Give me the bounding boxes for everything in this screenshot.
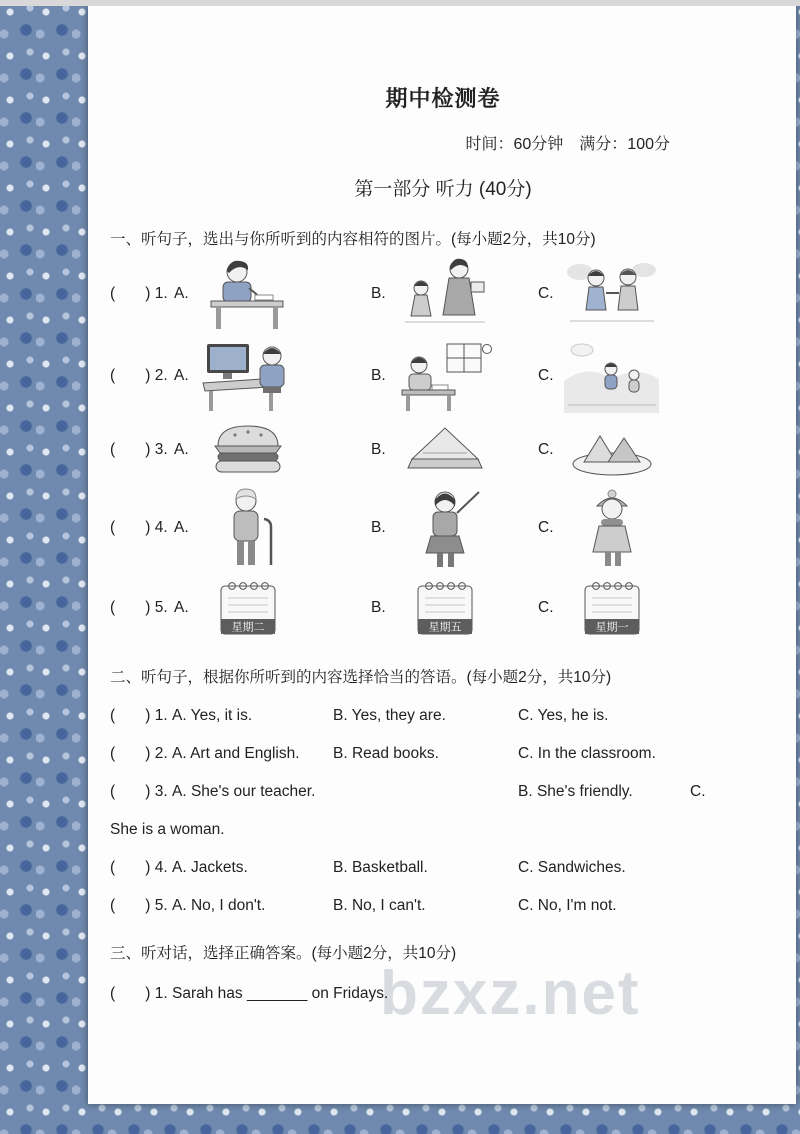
time-score-line: 时间：60分钟 满分：100分 — [465, 136, 670, 153]
option-label-c: C. — [538, 367, 554, 384]
response-q5-row — [110, 897, 776, 915]
option-label-b: B. — [371, 599, 386, 616]
picture-calendar-tuesday — [200, 577, 295, 639]
answer-blank: ( ) 1. — [110, 707, 168, 724]
calendar-illustration — [581, 577, 643, 639]
answer-blank-q3: ( ) 3. — [110, 441, 168, 458]
old-man-illustration — [216, 487, 280, 569]
picture-sandwiches-on-plate — [564, 421, 659, 479]
children-greeting-illustration — [564, 257, 659, 331]
answer-blank: ( ) 3. — [110, 783, 168, 800]
calendar-illustration — [217, 577, 279, 639]
picture-boy-using-computer — [200, 339, 295, 413]
picture-children-outside — [564, 339, 659, 413]
response-q1-row — [110, 707, 776, 725]
listening-q4-row — [110, 487, 776, 569]
option-a: A. She's our teacher. — [172, 783, 316, 800]
response-q3-continuation-row — [110, 821, 776, 839]
picture-two-children-greeting — [564, 257, 659, 331]
option-label-a: A. — [174, 367, 189, 384]
answer-blank-q4: ( ) 4. — [110, 519, 168, 536]
picture-calendar-friday — [397, 577, 492, 639]
section2-header: 二、听句子，根据你所听到的内容选择恰当的答语。(每小题2分，共10分) — [110, 669, 612, 686]
option-label-a: A. — [174, 519, 189, 536]
section1-header: 一、听句子，选出与你所听到的内容相符的图片。(每小题2分，共10分) — [110, 231, 596, 248]
winter-girl-illustration — [580, 487, 644, 569]
response-q4-row — [110, 859, 776, 877]
option-b: B. Basketball. — [333, 859, 428, 876]
boy-computer-illustration — [200, 339, 295, 413]
children-outside-illustration — [564, 339, 659, 413]
option-b: B. She's friendly. — [518, 783, 633, 800]
top-gray-strip — [0, 0, 800, 6]
option-label-a: A. — [174, 441, 189, 458]
option-a: A. Jackets. — [172, 859, 248, 876]
answer-blank: ( ) 5. — [110, 897, 168, 914]
option-c: C. In the classroom. — [518, 745, 656, 762]
teacher-with-girl-illustration — [397, 257, 492, 331]
calendar-illustration — [414, 577, 476, 639]
calendar-day-label: 星期二 — [231, 621, 264, 634]
part1-title: 第一部分 听力 (40分) — [354, 179, 532, 200]
option-label-c: C. — [538, 441, 554, 458]
hamburger-illustration — [202, 421, 294, 479]
picture-boy-writing-at-desk — [200, 257, 295, 331]
boy-writing-illustration — [200, 257, 295, 331]
option-label-c: C. — [538, 599, 554, 616]
exam-paper-page — [88, 6, 796, 1104]
sandwich-illustration — [399, 421, 491, 479]
answer-blank: ( ) 4. — [110, 859, 168, 876]
response-q3-row — [110, 783, 776, 801]
option-a: A. Yes, it is. — [172, 707, 253, 724]
option-label-c: C. — [538, 285, 554, 302]
picture-girl-by-window — [397, 339, 492, 413]
option-label-b: B. — [371, 441, 386, 458]
plate-sandwiches-illustration — [566, 421, 658, 479]
option-c: C. No, I'm not. — [518, 897, 617, 914]
option-c: C. Yes, he is. — [518, 707, 609, 724]
listening-q1-row — [110, 257, 776, 331]
section3-header: 三、听对话，选择正确答案。(每小题2分，共10分) — [110, 945, 457, 962]
answer-blank-q2: ( ) 2. — [110, 367, 168, 384]
option-a: A. No, I don't. — [172, 897, 266, 914]
girl-window-illustration — [397, 339, 492, 413]
option-label-b: B. — [371, 367, 386, 384]
calendar-day-label: 星期一 — [595, 621, 628, 634]
option-c: C. Sandwiches. — [518, 859, 626, 876]
option-label-b: B. — [371, 285, 386, 302]
option-label-c: C. — [538, 519, 554, 536]
answer-blank: ( ) 2. — [110, 745, 168, 762]
option-label-a: A. — [174, 599, 189, 616]
option-b: B. Yes, they are. — [333, 707, 446, 724]
response-q2-row — [110, 745, 776, 763]
answer-blank-q5: ( ) 5. — [110, 599, 168, 616]
picture-sandwich — [397, 421, 492, 479]
option-label-b: B. — [371, 519, 386, 536]
option-b: B. No, I can't. — [333, 897, 426, 914]
option-a: A. Art and English. — [172, 745, 300, 762]
listening-q3-row — [110, 421, 776, 479]
option-c-continuation: She is a woman. — [110, 821, 225, 838]
watermark: bzxz.net — [380, 959, 641, 1028]
picture-teacher-with-pointer — [397, 487, 492, 569]
listening-q5-row — [110, 577, 776, 639]
picture-teacher-reading-with-girl — [397, 257, 492, 331]
option-label-a: A. — [174, 285, 189, 302]
picture-calendar-monday — [564, 577, 659, 639]
page-title: 期中检测卷 — [385, 86, 501, 111]
teacher-pointer-illustration — [407, 487, 483, 569]
picture-old-man-with-cane — [200, 487, 295, 569]
answer-blank-q1: ( ) 1. — [110, 285, 168, 302]
calendar-day-label: 星期五 — [428, 621, 461, 634]
option-b: B. Read books. — [333, 745, 439, 762]
listening-q2-row — [110, 339, 776, 413]
option-c: C. — [690, 783, 706, 800]
picture-girl-winter-clothes — [564, 487, 659, 569]
picture-hamburger — [200, 421, 295, 479]
dialogue-question-1: ( ) 1. Sarah has _______ on Fridays. — [110, 985, 389, 1002]
